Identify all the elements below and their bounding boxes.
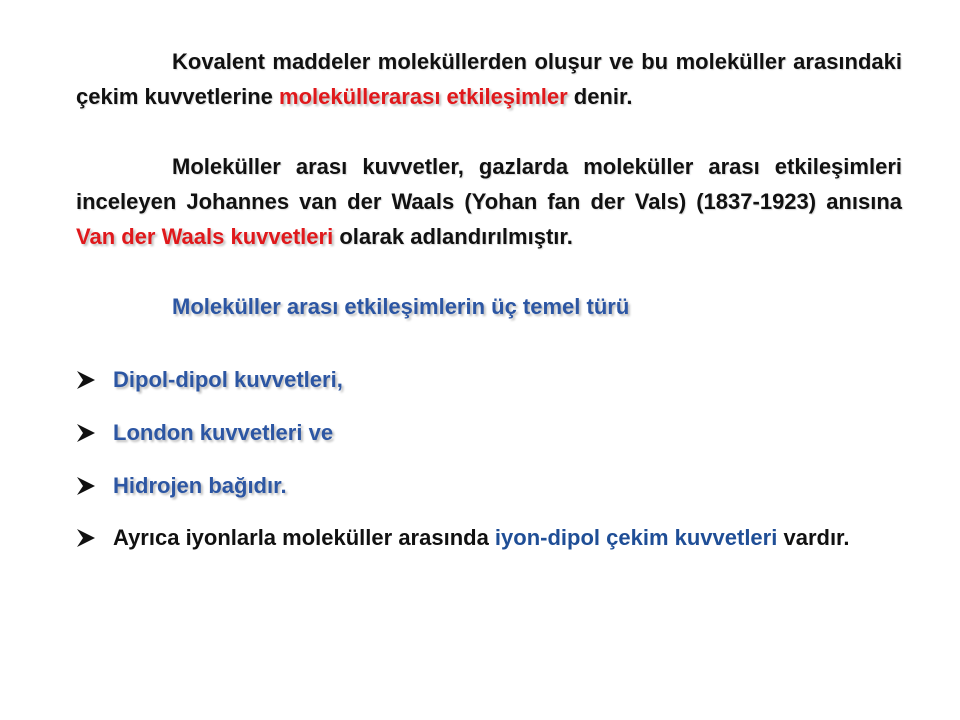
list-item	[76, 362, 902, 397]
highlight-term: moleküllerarası etkileşimler	[279, 84, 568, 109]
bullet-text: Ayrıca iyonlarla moleküller arasında	[113, 525, 495, 550]
bullet-text: Hidrojen bağıdır.	[113, 473, 287, 498]
arrow-bullet-icon	[76, 362, 98, 397]
bullet-list	[76, 362, 902, 567]
bullet-text: vardır.	[777, 525, 850, 550]
paragraph-text: Moleküller arası kuvvetler, gazlarda moleküller arası etkileşimleri inceleyen Johannes van der Waals (Yohan fan der Vals) (1837-1923) anısına	[76, 154, 902, 214]
list-item	[76, 468, 902, 503]
bullet-text: London kuvvetleri ve	[113, 420, 334, 445]
paragraph-covalent	[76, 44, 902, 114]
arrow-bullet-icon	[76, 415, 98, 450]
list-item	[76, 415, 902, 450]
paragraph-van-der-waals	[76, 149, 902, 254]
bullet-text: Dipol-dipol kuvvetleri,	[113, 367, 343, 392]
arrow-bullet-icon	[76, 509, 98, 567]
highlight-term: Van der Waals kuvvetleri	[76, 224, 334, 249]
paragraph-text: olarak adlandırılmıştır.	[333, 224, 573, 249]
arrow-bullet-icon	[76, 468, 98, 503]
highlight-term: iyon-dipol çekim kuvvetleri	[494, 525, 778, 550]
section-heading: Moleküller arası etkileşimlerin üç temel türü	[172, 294, 630, 319]
paragraph-text: Kovalent maddeler moleküllerden oluşur ve bu moleküller arasındaki çekim kuvvetlerine	[76, 49, 902, 109]
list-item	[76, 509, 902, 567]
slide-content	[76, 44, 902, 567]
paragraph-text: denir.	[567, 84, 633, 109]
